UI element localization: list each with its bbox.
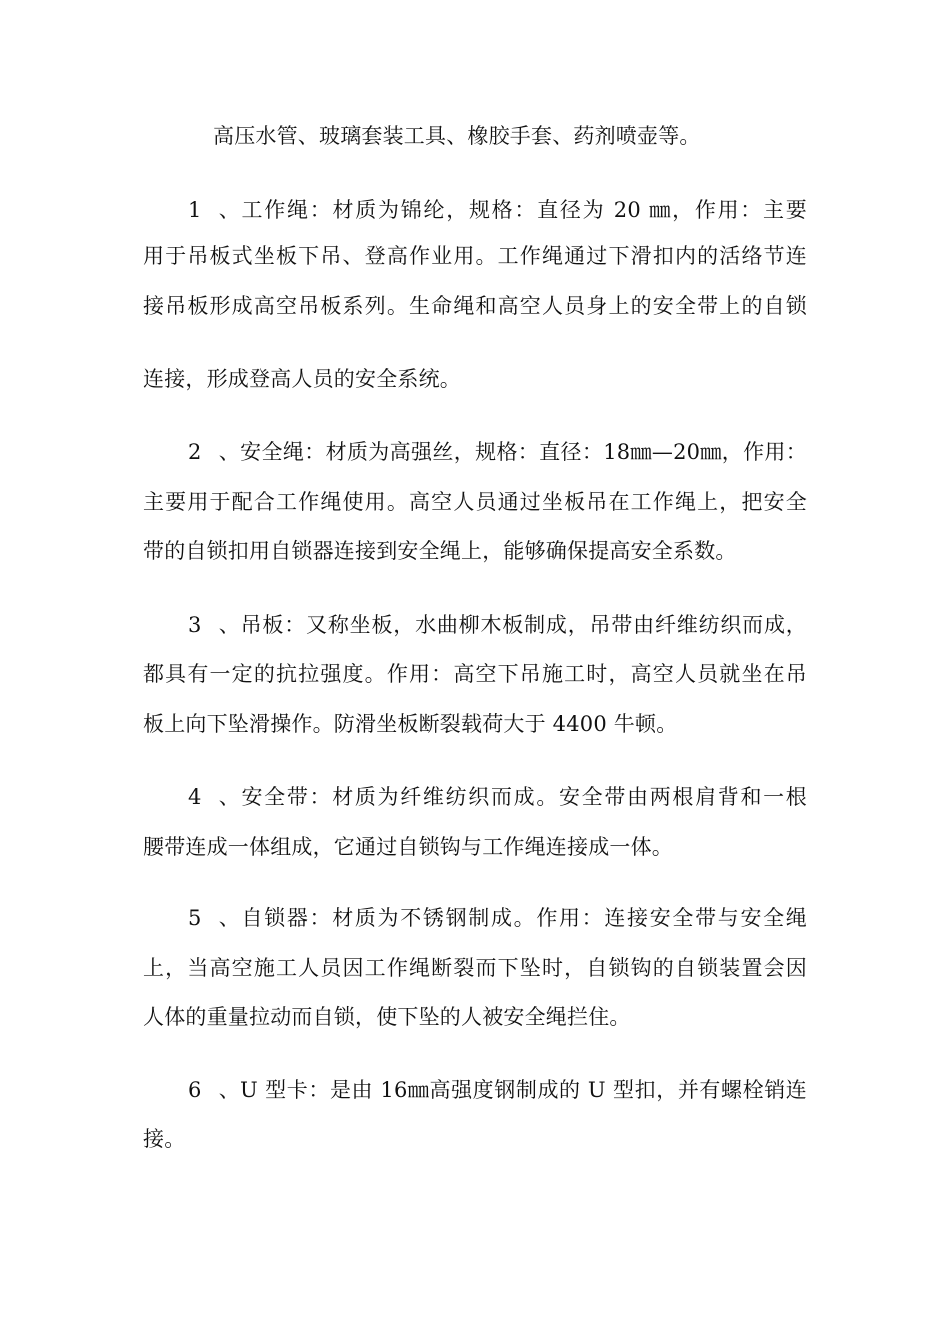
item-4-line-2: 腰带连成一体组成，它通过自锁钩与工作绳连接成一体。: [143, 835, 673, 859]
item-5-text-1: 自锁器：材质为不锈钢制成。作用：连接安全带与安全绳: [240, 906, 807, 930]
item-6-line-2: 接。: [143, 1127, 186, 1151]
item-1-line-1: [143, 195, 807, 225]
item-2-line-1: [143, 437, 807, 467]
item-6-line-1: [143, 1075, 807, 1105]
item-3-line-3: 板上向下坠滑操作。防滑坐板断裂载荷大于 4400 牛顿。: [143, 712, 678, 736]
item-2-text-1: 安全绳：材质为高强丝，规格：直径：18㎜—20㎜，作用：: [240, 440, 807, 464]
item-1-number: 1、: [188, 198, 240, 222]
item-5-line-1: [143, 903, 807, 933]
item-6-number: 6、: [188, 1078, 240, 1102]
item-3-text-1: 吊板：又称坐板，水曲柳木板制成，吊带由纤维纺织而成，: [240, 613, 807, 637]
item-2-line-2: 主要用于配合工作绳使用。高空人员通过坐板吊在工作绳上，把安全: [143, 490, 807, 514]
item-4-text-1: 安全带：材质为纤维纺织而成。安全带由两根肩背和一根: [240, 785, 807, 809]
item-1-line-4: 连接，形成登高人员的安全系统。: [143, 367, 461, 391]
item-1-line-2: 用于吊板式坐板下吊、登高作业用。工作绳通过下滑扣内的活络节连: [143, 244, 807, 268]
item-6-text-1: U 型卡：是由 16㎜高强度钢制成的 U 型扣，并有螺栓销连: [240, 1078, 807, 1102]
item-4-number: 4、: [188, 785, 240, 809]
item-3-line-1: [143, 610, 807, 640]
item-3-number: 3、: [188, 613, 240, 637]
item-2-number: 2、: [188, 440, 240, 464]
item-5-line-3: 人体的重量拉动而自锁，使下坠的人被安全绳拦住。: [143, 1005, 631, 1029]
intro-line: 高压水管、玻璃套装工具、橡胶手套、药剂喷壶等。: [213, 124, 701, 148]
item-2-line-3: 带的自锁扣用自锁器连接到安全绳上，能够确保提高安全系数。: [143, 539, 737, 563]
item-5-number: 5、: [188, 906, 240, 930]
item-1-text-1: 工作绳：材质为锦纶，规格：直径为 20 ㎜，作用：主要: [240, 198, 807, 222]
item-4-line-1: [143, 782, 807, 812]
item-5-line-2: 上，当高空施工人员因工作绳断裂而下坠时，自锁钩的自锁装置会因: [143, 956, 807, 980]
item-3-line-2: 都具有一定的抗拉强度。作用：高空下吊施工时，高空人员就坐在吊: [143, 662, 807, 686]
item-1-line-3: 接吊板形成高空吊板系列。生命绳和高空人员身上的安全带上的自锁: [143, 294, 807, 318]
